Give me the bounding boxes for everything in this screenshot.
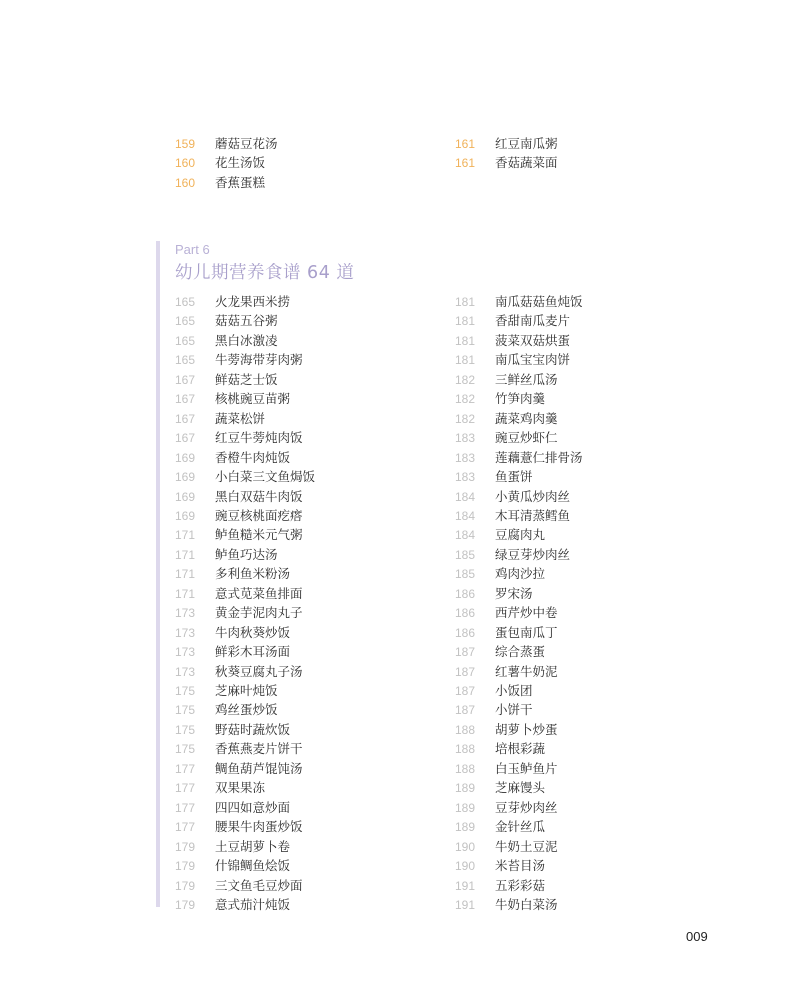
toc-entry-title: 蔬菜松饼 <box>215 410 266 426</box>
toc-entry-title: 三文鱼毛豆炒面 <box>215 877 303 893</box>
toc-entry-title: 腰果牛肉蛋炒饭 <box>215 819 303 835</box>
toc-entry-page: 167 <box>175 431 196 446</box>
page-number: 009 <box>686 929 708 944</box>
toc-entry-title: 芝麻叶炖饭 <box>215 683 278 698</box>
toc-entry-title: 牛肉秋葵炒饭 <box>215 624 291 640</box>
toc-entry-title: 红豆南瓜粥 <box>495 136 558 151</box>
toc-entry-page: 186 <box>455 606 476 621</box>
toc-entry-page: 189 <box>455 820 476 835</box>
toc-entry-page: 167 <box>175 372 196 387</box>
toc-entry-title: 红豆牛蒡炖肉饭 <box>215 430 303 446</box>
toc-entry-title: 木耳清蒸鳕鱼 <box>495 507 571 523</box>
toc-entry-title: 鲈鱼糙米元气粥 <box>215 527 303 543</box>
toc-entry-page: 171 <box>175 586 196 601</box>
toc-entry-title: 什锦鲷鱼烩饭 <box>215 858 291 874</box>
toc-entry-title: 双果果冻 <box>215 780 266 796</box>
toc-entry-page: 187 <box>455 684 476 698</box>
toc-entry-title: 南瓜宝宝肉饼 <box>495 352 571 368</box>
toc-entry-page: 183 <box>455 450 476 465</box>
toc-entry-page: 161 <box>455 137 476 151</box>
toc-entry-title: 秋葵豆腐丸子汤 <box>215 663 303 679</box>
toc-entry-title: 芝麻馒头 <box>495 780 546 796</box>
toc-entry-page: 175 <box>175 722 196 737</box>
toc-entry-page: 177 <box>175 820 196 835</box>
toc-entry-page: 188 <box>455 742 476 757</box>
toc-entry-page: 175 <box>175 684 196 698</box>
toc-entry-title: 牛奶白菜汤 <box>495 896 558 912</box>
toc-entry-title: 黑白双菇牛肉饭 <box>215 488 303 504</box>
toc-entry-title: 小饼干 <box>495 702 533 718</box>
toc-entry-page: 171 <box>175 547 196 562</box>
toc-entry-page: 181 <box>455 353 476 368</box>
toc-entry-page: 179 <box>175 897 196 912</box>
toc-entry-page: 184 <box>455 528 476 543</box>
toc-entry-page: 185 <box>455 547 476 562</box>
toc-entry-page: 189 <box>455 781 476 796</box>
toc-entry-title: 香橙牛肉炖饭 <box>215 449 291 465</box>
toc-entry-page: 187 <box>455 664 476 679</box>
toc-entry-title: 豌豆炒虾仁 <box>495 430 558 446</box>
toc-entry-page: 188 <box>455 761 476 776</box>
toc-entry-page: 181 <box>455 333 476 348</box>
toc-entry-title: 香菇蔬菜面 <box>495 155 558 171</box>
toc-entry-page: 189 <box>455 800 476 815</box>
toc-entry-page: 160 <box>175 156 196 171</box>
toc-entry-title: 牛蒡海带芽肉粥 <box>215 352 303 368</box>
toc-entry-page: 165 <box>175 333 196 348</box>
toc-entry-title: 米苔目汤 <box>495 858 546 874</box>
toc-entry-title: 火龙果西米捞 <box>215 294 291 309</box>
toc-entry-title: 豆腐肉丸 <box>495 527 546 543</box>
toc-entry-page: 182 <box>455 372 476 387</box>
toc-entry-page: 175 <box>175 703 196 718</box>
toc-entry-title: 意式苋菜鱼排面 <box>215 585 303 601</box>
toc-entry-title: 蔬菜鸡肉羹 <box>495 410 558 426</box>
toc-entry-title: 南瓜菇菇鱼炖饭 <box>495 294 583 309</box>
toc-entry-title: 花生汤饭 <box>215 155 266 171</box>
toc-entry-title: 竹笋肉羹 <box>495 391 546 407</box>
toc-entry-title: 香甜南瓜麦片 <box>495 313 571 329</box>
toc-entry-title: 豌豆核桃面疙瘩 <box>215 507 303 523</box>
toc-entry-page: 191 <box>455 897 476 912</box>
toc-entry-title: 鲜菇芝士饭 <box>215 371 278 387</box>
toc-entry-page: 165 <box>175 353 196 368</box>
toc-entry-page: 173 <box>175 625 196 640</box>
toc-entry-page: 184 <box>455 489 476 504</box>
toc-entry-title: 鸡丝蛋炒饭 <box>215 702 278 718</box>
toc-entry-title: 西芹炒中卷 <box>495 605 558 621</box>
toc-entry-title: 土豆胡萝卜卷 <box>215 838 291 854</box>
toc-entry-page: 190 <box>455 839 476 854</box>
toc-entry-page: 169 <box>175 508 196 523</box>
toc-entry-page: 183 <box>455 470 476 485</box>
toc-entry-page: 188 <box>455 722 476 737</box>
toc-entry-page: 177 <box>175 761 196 776</box>
toc-entry-page: 173 <box>175 606 196 621</box>
toc-entry-page: 187 <box>455 703 476 718</box>
part-title: 幼儿期营养食谱 64 道 <box>175 263 355 283</box>
toc-entry-page: 186 <box>455 625 476 640</box>
toc-entry-title: 鲷鱼葫芦馄饨汤 <box>215 760 303 776</box>
toc-entry-page: 177 <box>175 800 196 815</box>
toc-entry-title: 多利鱼米粉汤 <box>215 566 291 582</box>
toc-entry-page: 161 <box>455 156 476 171</box>
toc-entry-title: 黄金芋泥肉丸子 <box>215 605 303 621</box>
toc-entry-title: 黑白冰激凌 <box>215 332 278 348</box>
toc-entry-page: 167 <box>175 392 196 407</box>
toc-entry-title: 核桃豌豆苗粥 <box>215 391 291 407</box>
toc-entry-page: 181 <box>455 295 476 309</box>
toc-entry-title: 菠菜双菇烘蛋 <box>495 332 571 348</box>
toc-entry-title: 野菇时蔬炊饭 <box>215 721 291 737</box>
toc-entry-title: 豆芽炒肉丝 <box>495 799 558 815</box>
toc-entry-page: 177 <box>175 781 196 796</box>
toc-entry-page: 175 <box>175 742 196 757</box>
toc-entry-page: 169 <box>175 489 196 504</box>
toc-entry-title: 金针丝瓜 <box>495 819 546 835</box>
toc-entry-title: 意式茄汁炖饭 <box>215 896 291 912</box>
toc-entry-page: 169 <box>175 470 196 485</box>
toc-entry-title: 菇菇五谷粥 <box>215 313 278 329</box>
toc-entry-page: 179 <box>175 878 196 893</box>
toc-entry-page: 165 <box>175 295 196 309</box>
toc-entry-page: 165 <box>175 314 196 329</box>
toc-entry-page: 184 <box>455 508 476 523</box>
toc-entry-title: 蛋包南瓜丁 <box>495 624 558 640</box>
toc-entry-page: 181 <box>455 314 476 329</box>
toc-entry-title: 小白菜三文鱼焗饭 <box>215 469 316 485</box>
toc-entry-page: 179 <box>175 859 196 874</box>
toc-entry-title: 罗宋汤 <box>495 585 533 601</box>
toc-entry-page: 179 <box>175 839 196 854</box>
toc-entry-page: 169 <box>175 450 196 465</box>
toc-entry-page: 173 <box>175 664 196 679</box>
toc-entry-title: 五彩彩菇 <box>495 877 546 893</box>
toc-entry-title: 四四如意炒面 <box>215 799 291 815</box>
section-accent-bar <box>156 241 160 907</box>
toc-entry-page: 171 <box>175 528 196 543</box>
toc-entry-page: 159 <box>175 137 196 151</box>
toc-entry-title: 白玉鲈鱼片 <box>495 760 558 776</box>
toc-entry-title: 鲜彩木耳汤面 <box>215 644 291 660</box>
toc-entry-page: 160 <box>175 175 196 190</box>
toc-entry-title: 蘑菇豆花汤 <box>215 136 278 151</box>
toc-entry-title: 综合蒸蛋 <box>495 644 546 660</box>
toc-entry-title: 莲藕薏仁排骨汤 <box>495 449 583 465</box>
toc-entry-title: 鱼蛋饼 <box>495 469 533 485</box>
toc-entry-title: 三鲜丝瓜汤 <box>495 371 558 387</box>
toc-entry-page: 173 <box>175 645 196 660</box>
toc-entry-title: 鲈鱼巧达汤 <box>215 546 278 562</box>
toc-entry-page: 182 <box>455 392 476 407</box>
toc-entry-title: 鸡肉沙拉 <box>495 566 546 582</box>
toc-entry-page: 182 <box>455 411 476 426</box>
toc-entry-page: 167 <box>175 411 196 426</box>
toc-entry-title: 绿豆芽炒肉丝 <box>495 546 571 562</box>
toc-entry-title: 牛奶土豆泥 <box>495 838 558 854</box>
toc-entry-page: 171 <box>175 567 196 582</box>
toc-entry-page: 190 <box>455 859 476 874</box>
toc-entry-page: 186 <box>455 586 476 601</box>
toc-entry-title: 香蕉蛋糕 <box>215 174 266 190</box>
toc-entry-title: 香蕉燕麦片饼干 <box>215 741 303 757</box>
toc-entry-page: 191 <box>455 878 476 893</box>
toc-entry-page: 185 <box>455 567 476 582</box>
toc-entry-title: 培根彩蔬 <box>495 741 546 757</box>
toc-entry-title: 小饭团 <box>495 683 533 698</box>
toc-entry-page: 187 <box>455 645 476 660</box>
toc-entry-title: 胡萝卜炒蛋 <box>495 721 558 737</box>
part-label: Part 6 <box>175 242 210 257</box>
toc-entry-title: 小黄瓜炒肉丝 <box>495 488 571 504</box>
toc-entry-title: 红薯牛奶泥 <box>495 663 558 679</box>
toc-entry-page: 183 <box>455 431 476 446</box>
